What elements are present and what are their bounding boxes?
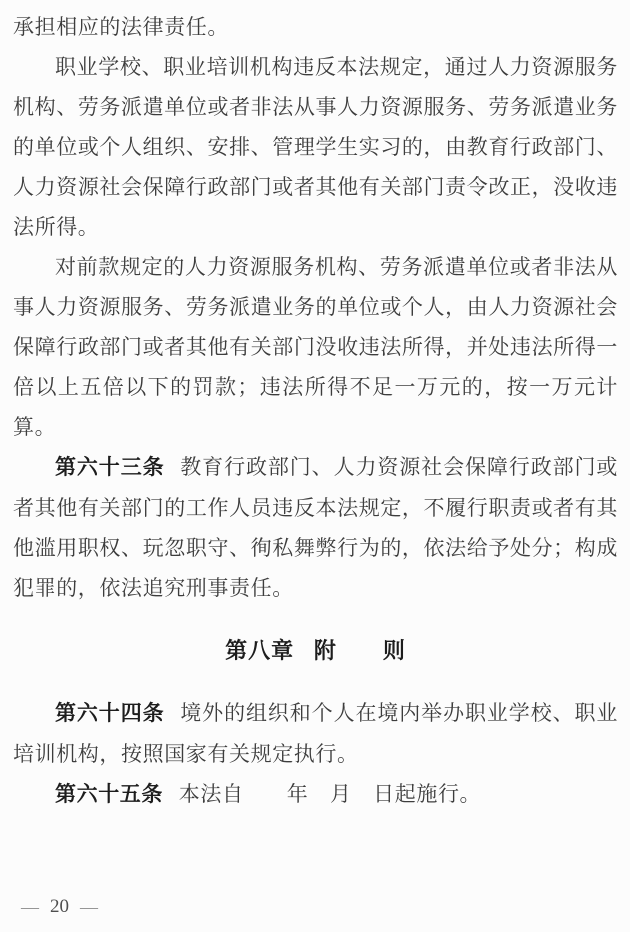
page-number-value: 20 [50,896,69,917]
page-number [21,896,98,918]
paragraph-text: 承担相应的法律责任。 [13,15,229,39]
page-number-right-dash: — [80,897,98,917]
body-paragraph [13,247,618,447]
article-number: 第六十五条 [55,783,163,806]
paragraph-text: 本法自 年 月 日起施行。 [178,782,482,806]
paragraph-text: 职业学校、职业培训机构违反本法规定，通过人力资源服务机构、劳务派遣单位或者非法从事人力资源服务、劳务派遣业务的单位或个人组织、安排、管理学生实习的，由教育行政部门、人力资源社会保障行政部门或者其他有关部门责令改正，没收违法所得。 [13,55,618,239]
article-number: 第六十三条 [55,456,165,479]
chapter-title: 附 则 [313,638,406,663]
chapter-number: 第八章 [225,638,295,663]
body-paragraph [13,47,618,247]
article-number: 第六十四条 [55,702,165,725]
paragraph-text: 对前款规定的人力资源服务机构、劳务派遣单位或者非法从事人力资源服务、劳务派遣业务的单位或个人，由人力资源社会保障行政部门或者其他有关部门没收违法所得，并处违法所得一倍以上五倍以下的罚款；违法所得不足一万元的，按一万元计算。 [13,255,618,439]
body-paragraph [13,7,618,47]
paragraph-text: 教育行政部门、人力资源社会保障行政部门或者其他有关部门的工作人员违反本法规定，不履行职责或者有其他滥用职权、玩忽职守、徇私舞弊行为的，依法给予处分；构成犯罪的，依法追究刑事责任。 [13,455,619,600]
paragraph-text: 境外的组织和个人在境内举办职业学校、职业培训机构，按照国家有关规定执行。 [13,701,619,766]
page-number-left-dash: — [21,897,39,917]
article-paragraph [13,693,618,774]
chapter-heading [13,631,618,671]
article-paragraph [13,447,618,608]
article-paragraph [13,774,618,815]
